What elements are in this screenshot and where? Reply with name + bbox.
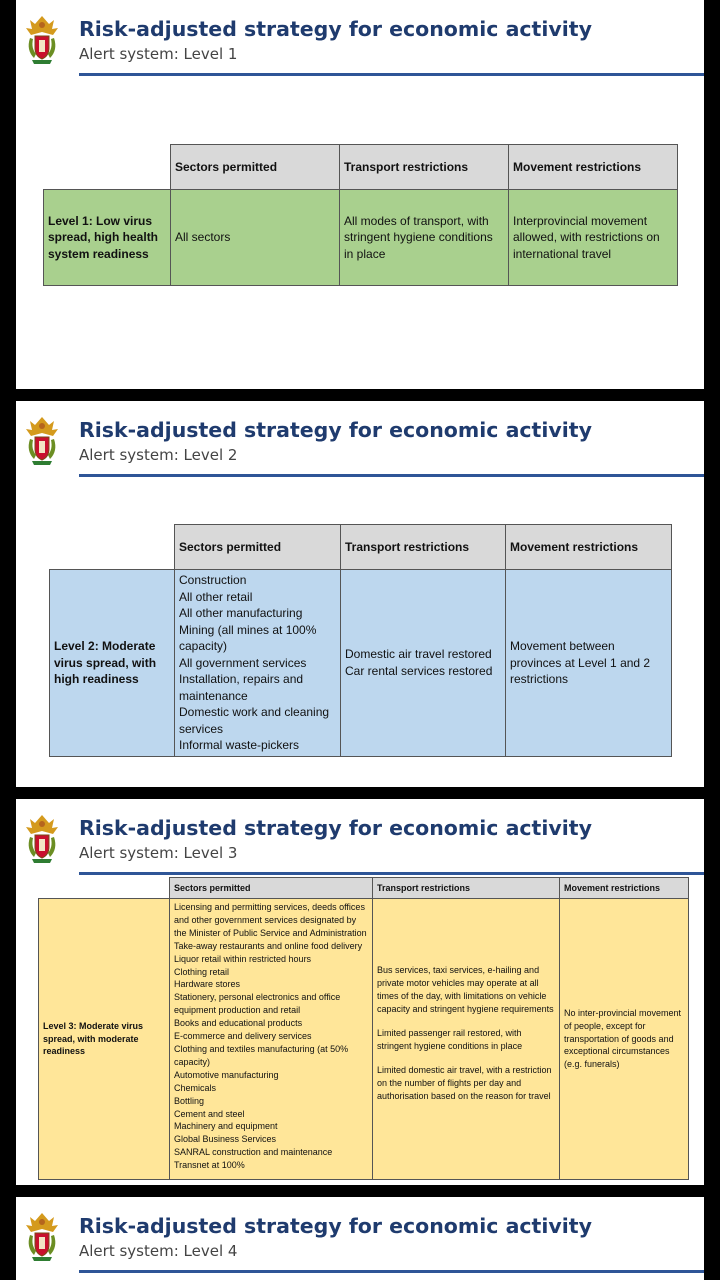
- title-rule: [79, 73, 704, 76]
- slide-subtitle: Alert system: Level 3: [79, 844, 238, 862]
- movement-cell: [506, 570, 672, 757]
- sector-item: Machinery and equipment: [174, 1121, 278, 1132]
- sector-item: Books and educational products: [174, 1018, 303, 1029]
- coat-of-arms-icon: [22, 415, 62, 467]
- header-sectors: Sectors permitted: [175, 525, 341, 570]
- slide-level-1: [16, 0, 704, 389]
- slide-title: Risk-adjusted strategy for economic activity: [79, 17, 592, 41]
- transport-item: Domestic air travel restored: [345, 647, 492, 662]
- slide-level-3: [16, 799, 704, 1185]
- header-row: [50, 525, 672, 570]
- header-movement: Movement restrictions: [560, 878, 689, 899]
- sector-item: Installation, repairs and maintenance: [179, 672, 304, 703]
- transport-cell: [373, 899, 560, 1180]
- transport-cell: [340, 190, 509, 286]
- sector-item: Liquor retail within restricted hours: [174, 953, 312, 964]
- sector-item: Mining (all mines at 100% capacity): [179, 622, 317, 653]
- sector-item: Construction: [179, 573, 247, 587]
- sector-item: All other manufacturing: [179, 606, 303, 620]
- sector-item: Informal waste-pickers: [179, 738, 300, 752]
- title-rule: [79, 474, 704, 477]
- title-rule: [79, 1270, 704, 1273]
- sector-item: Licensing and permitting services, deeds offices and other government services designated by the Minister of Public Service and Administration: [174, 902, 367, 938]
- sector-item: All government services: [179, 655, 307, 670]
- restrictions-table: [49, 524, 672, 757]
- sector-item: Clothing retail: [174, 966, 230, 977]
- slide-title: Risk-adjusted strategy for economic activity: [79, 816, 592, 840]
- slide-level-4: [16, 1197, 704, 1280]
- header-movement: Movement restrictions: [509, 145, 678, 190]
- movement-cell: [560, 899, 689, 1180]
- slide-subtitle: Alert system: Level 2: [79, 446, 238, 464]
- coat-of-arms-icon: [22, 14, 62, 66]
- level-row: [50, 570, 672, 757]
- sector-item: All other retail: [179, 589, 253, 604]
- sector-item: Bottling: [174, 1095, 205, 1106]
- transport-item: Limited passenger rail restored, with stringent hygiene conditions in place: [377, 1028, 523, 1051]
- sector-item: Transnet at 100%: [174, 1160, 245, 1171]
- transport-item: Bus services, taxi services, e-hailing and private motor vehicles may operate at all times of the day, with limitations on vehicle capacity and stringent hygiene requirements: [377, 965, 554, 1015]
- sector-item: SANRAL construction and maintenance: [174, 1147, 333, 1158]
- header-row: [39, 878, 689, 899]
- movement-item: Movement between provinces at Level 1 and 2 restrictions: [510, 639, 651, 686]
- level-label: Level 1: Low virus spread, high health system readiness: [44, 190, 171, 286]
- header-movement: Movement restrictions: [506, 525, 672, 570]
- transport-cell: [341, 570, 506, 757]
- movement-item: Interprovincial movement allowed, with restrictions on international travel: [513, 213, 660, 261]
- title-rule: [79, 872, 704, 875]
- sectors-cell: [175, 570, 341, 757]
- level-label: Level 2: Moderate virus spread, with high readiness: [50, 570, 175, 757]
- movement-cell: [509, 190, 678, 286]
- sector-item: Cement and steel: [174, 1108, 245, 1119]
- header-transport: Transport restrictions: [341, 525, 506, 570]
- slide-subtitle: Alert system: Level 4: [79, 1242, 238, 1260]
- sectors-cell: [171, 190, 340, 286]
- level-row: [44, 190, 678, 286]
- sector-item: Chemicals: [174, 1082, 217, 1093]
- sector-item: Take-away restaurants and online food delivery: [174, 940, 363, 951]
- header-sectors: Sectors permitted: [170, 878, 373, 899]
- transport-item: Car rental services restored: [345, 663, 493, 678]
- header-transport: Transport restrictions: [373, 878, 560, 899]
- header-transport: Transport restrictions: [340, 145, 509, 190]
- slide-title: Risk-adjusted strategy for economic activity: [79, 1214, 592, 1238]
- sector-item: Automotive manufacturing: [174, 1069, 279, 1080]
- level-row: [39, 899, 689, 1180]
- sector-item: All sectors: [175, 230, 231, 245]
- slide-level-2: [16, 401, 704, 787]
- sectors-cell: [170, 899, 373, 1180]
- header-sectors: Sectors permitted: [171, 145, 340, 190]
- sector-item: Stationery, personal electronics and office equipment production and retail: [174, 992, 341, 1016]
- slide-subtitle: Alert system: Level 1: [79, 45, 238, 63]
- transport-item: All modes of transport, with stringent hygiene conditions in place: [344, 213, 493, 261]
- level-label: Level 3: Moderate virus spread, with moderate readiness: [39, 899, 170, 1180]
- header-row: [44, 145, 678, 190]
- sector-item: Hardware stores: [174, 979, 241, 990]
- restrictions-table: [38, 877, 689, 1180]
- movement-item: No inter-provincial movement of people, except for transportation of goods and exceptional circumstances (e.g. funerals): [564, 1007, 682, 1070]
- coat-of-arms-icon: [22, 813, 62, 865]
- restrictions-table: [43, 144, 678, 286]
- transport-item: Limited domestic air travel, with a restriction on the number of flights per day and authorisation based on the reason for travel: [377, 1064, 552, 1101]
- sector-item: Domestic work and cleaning services: [179, 705, 330, 736]
- sector-item: Global Business Services: [174, 1134, 277, 1145]
- slide-title: Risk-adjusted strategy for economic activity: [79, 418, 592, 442]
- coat-of-arms-icon: [22, 1211, 62, 1263]
- sector-item: E-commerce and delivery services: [174, 1031, 312, 1042]
- sector-item: Clothing and textiles manufacturing (at 50% capacity): [174, 1043, 349, 1067]
